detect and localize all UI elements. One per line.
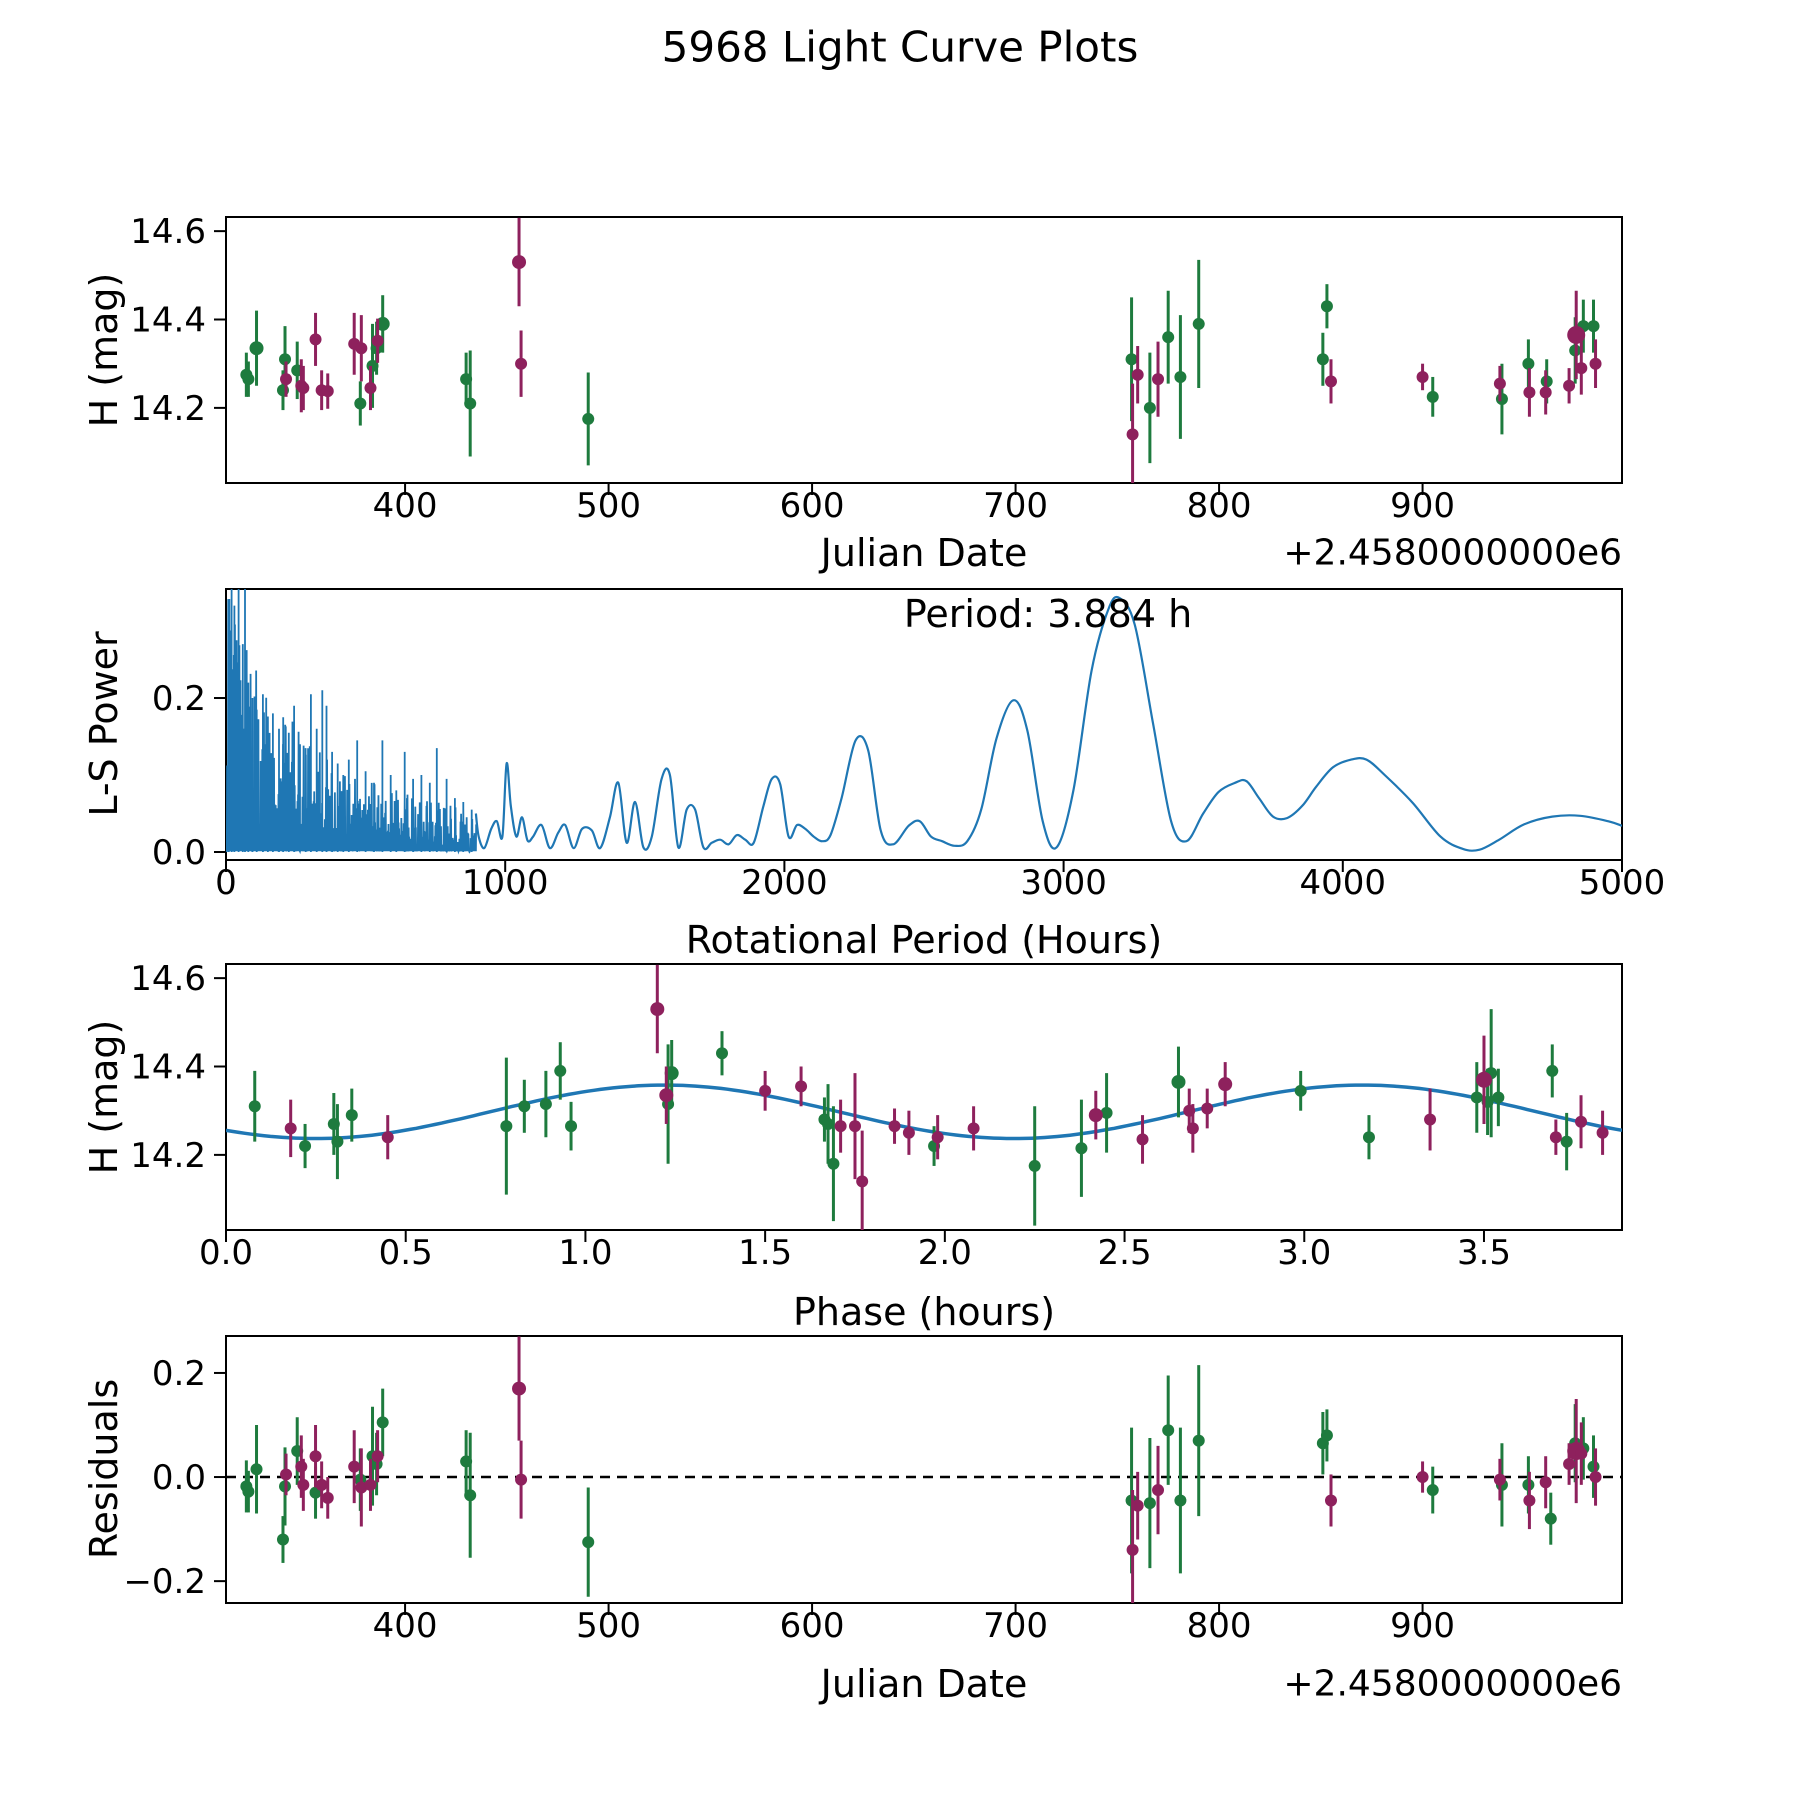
data-point: [1563, 380, 1575, 392]
data-point: [1183, 1105, 1195, 1117]
data-point: [856, 1175, 868, 1187]
data-point: [1494, 1474, 1506, 1486]
axes-frame-phase_folded: [226, 964, 1622, 1230]
data-point: [822, 1118, 834, 1130]
x-tick-label: 5000: [1578, 863, 1666, 903]
y-tick-label: −0.2: [123, 1562, 206, 1603]
data-point: [932, 1131, 944, 1143]
x-tick-label: 700: [983, 486, 1049, 526]
data-point: [1427, 1484, 1439, 1496]
data-point: [1152, 1484, 1164, 1496]
y-tick-label: 14.4: [130, 300, 206, 341]
periodogram-noise: [227, 579, 476, 852]
x-tick-label: 3000: [1020, 863, 1107, 903]
data-point: [322, 385, 334, 397]
x-tick-label: 500: [576, 1606, 642, 1646]
y-tick-label: 0.2: [151, 679, 206, 720]
x-tick-label: 600: [779, 1606, 845, 1646]
series-dataset-green: [249, 1009, 1573, 1226]
phase-layer: [226, 1085, 1622, 1138]
data-point: [968, 1122, 980, 1134]
data-point: [377, 1416, 389, 1428]
data-point: [1201, 1102, 1213, 1114]
data-point: [515, 1474, 527, 1486]
data-point: [1162, 1424, 1174, 1436]
data-point: [1075, 1142, 1087, 1154]
data-point: [716, 1047, 728, 1059]
data-point: [1575, 362, 1587, 374]
series-dataset-green: [240, 260, 1599, 465]
y-tick-label: 14.4: [130, 1047, 206, 1088]
data-point: [512, 255, 526, 269]
data-point: [1029, 1160, 1041, 1172]
x-tick-label: 400: [372, 486, 438, 526]
data-point: [1144, 1497, 1156, 1509]
data-point: [310, 1450, 322, 1462]
y-tick-label: 0.2: [151, 1353, 206, 1394]
lightcurve-x-axis-label: Julian Date: [820, 531, 1028, 575]
data-point: [1494, 378, 1506, 390]
data-point: [1496, 393, 1508, 405]
data-point: [372, 335, 384, 347]
data-point: [515, 358, 527, 370]
x-tick-label: 800: [1186, 486, 1252, 526]
x-tick-label: 1000: [461, 863, 549, 903]
data-point: [1550, 1131, 1562, 1143]
data-point: [1427, 391, 1439, 403]
data-point: [1523, 1494, 1535, 1506]
data-point: [1588, 1461, 1600, 1473]
data-point: [242, 1486, 254, 1498]
data-point: [1575, 1448, 1587, 1460]
data-point: [1417, 371, 1429, 383]
x-tick-label: 900: [1390, 486, 1456, 526]
data-point: [1540, 386, 1552, 398]
data-point: [464, 1489, 476, 1501]
x-tick-label: 1.0: [558, 1233, 613, 1273]
data-point: [1218, 1077, 1232, 1091]
data-point: [1575, 1116, 1587, 1128]
x-tick-label: 0: [215, 863, 237, 903]
data-point: [1089, 1108, 1103, 1122]
lightcurve-x-axis-offset: +2.4580000000e6: [1283, 532, 1622, 574]
data-point: [1363, 1131, 1375, 1143]
data-point: [280, 1468, 292, 1480]
data-point: [1144, 402, 1156, 414]
x-tick-label: 2.0: [917, 1233, 972, 1273]
series-dataset-green: [240, 1365, 1599, 1597]
x-tick-label: 800: [1186, 1606, 1252, 1646]
data-point: [242, 373, 254, 385]
data-point: [364, 1479, 376, 1491]
data-point: [1590, 358, 1602, 370]
x-tick-label: 0.0: [198, 1233, 254, 1273]
data-point: [1417, 1471, 1429, 1483]
phase-x-axis-label: Phase (hours): [792, 1290, 1056, 1334]
axes-frame-light_curve: [226, 217, 1622, 483]
scatter-layer-residuals: [240, 1337, 1601, 1610]
sinusoid-fit-curve: [226, 1085, 1622, 1138]
data-point: [1127, 1544, 1139, 1556]
scatter-layer-light_curve: [240, 218, 1601, 485]
data-point: [364, 382, 376, 394]
data-point: [835, 1120, 847, 1132]
residuals-x-axis-offset: +2.4580000000e6: [1283, 1663, 1622, 1705]
data-point: [328, 1118, 340, 1130]
data-point: [1193, 1435, 1205, 1447]
data-point: [1523, 386, 1535, 398]
x-tick-label: 400: [372, 1606, 438, 1646]
data-point: [540, 1098, 552, 1110]
data-point: [1132, 1500, 1144, 1512]
periodogram-y-axis-label: L-S Power: [82, 631, 126, 817]
data-point: [382, 1131, 394, 1143]
data-point: [297, 1479, 309, 1491]
data-point: [1546, 1065, 1558, 1077]
axes-frame-residuals: [226, 1336, 1622, 1603]
x-tick-label: 4000: [1299, 863, 1387, 903]
scatter-layer-phase_folded: [249, 965, 1609, 1232]
y-tick-label: 14.6: [130, 212, 206, 253]
x-tick-label: 3.0: [1277, 1233, 1332, 1273]
data-point: [1174, 1494, 1186, 1506]
y-tick-label: 0.0: [151, 1458, 206, 1499]
phase-y-axis-label: H (mag): [82, 1019, 126, 1175]
data-point: [512, 1382, 526, 1396]
data-point: [1187, 1122, 1199, 1134]
y-tick-label: 0.0: [151, 832, 206, 873]
data-point: [582, 413, 594, 425]
data-point: [460, 373, 472, 385]
data-point: [1471, 1091, 1483, 1103]
data-point: [297, 382, 309, 394]
data-point: [316, 1479, 328, 1491]
data-point: [1476, 1072, 1492, 1088]
period-annotation: Period: 3.884 h: [903, 592, 1193, 636]
residuals-x-axis-label: Julian Date: [820, 1662, 1028, 1706]
data-point: [372, 1450, 384, 1462]
x-tick-label: 2000: [741, 863, 828, 903]
y-tick-label: 14.6: [130, 959, 206, 1000]
data-point: [251, 1463, 263, 1475]
data-point: [354, 397, 366, 409]
data-point: [903, 1127, 915, 1139]
data-point: [1162, 331, 1174, 343]
periodogram-x-axis-label: Rotational Period (Hours): [685, 918, 1163, 962]
series-dataset-purple: [280, 1337, 1602, 1610]
data-point: [500, 1120, 512, 1132]
data-point: [1152, 373, 1164, 385]
data-point: [277, 1534, 289, 1546]
series-dataset-purple: [280, 218, 1602, 485]
data-point: [518, 1100, 530, 1112]
x-tick-label: 900: [1390, 1606, 1456, 1646]
data-point: [1137, 1133, 1149, 1145]
x-tick-label: 500: [576, 486, 642, 526]
data-point: [1540, 1476, 1552, 1488]
data-point: [1321, 300, 1333, 312]
data-point: [1588, 320, 1600, 332]
data-point: [1567, 326, 1585, 344]
data-point: [460, 1455, 472, 1467]
data-point: [795, 1080, 807, 1092]
data-point: [554, 1065, 566, 1077]
x-tick-label: 600: [779, 486, 845, 526]
data-point: [1127, 428, 1139, 440]
data-point: [1325, 1494, 1337, 1506]
y-tick-label: 14.2: [130, 1135, 206, 1176]
data-point: [1590, 1471, 1602, 1483]
data-point: [565, 1120, 577, 1132]
data-point: [849, 1120, 861, 1132]
data-point: [285, 1122, 297, 1134]
data-point: [1132, 369, 1144, 381]
data-point: [1325, 375, 1337, 387]
data-point: [250, 341, 264, 355]
data-point: [322, 1492, 334, 1504]
data-point: [1545, 1513, 1557, 1525]
data-point: [346, 1109, 358, 1121]
data-point: [659, 1088, 673, 1102]
data-point: [1522, 358, 1534, 370]
data-point: [1563, 1458, 1575, 1470]
x-tick-label: 2.5: [1097, 1233, 1152, 1273]
figure-title: 5968 Light Curve Plots: [661, 22, 1139, 72]
data-point: [1171, 1075, 1185, 1089]
data-point: [1174, 371, 1186, 383]
data-point: [280, 373, 292, 385]
data-point: [1424, 1114, 1436, 1126]
data-point: [759, 1085, 771, 1097]
data-point: [1193, 318, 1205, 330]
x-tick-label: 700: [983, 1606, 1049, 1646]
data-point: [1317, 353, 1329, 365]
data-point: [295, 1461, 307, 1473]
x-tick-label: 0.5: [378, 1233, 433, 1273]
residuals-y-axis-label: Residuals: [82, 1378, 126, 1560]
x-tick-label: 3.5: [1456, 1233, 1512, 1273]
lightcurve-y-axis-label: H (mag): [82, 272, 126, 428]
data-point: [1295, 1085, 1307, 1097]
data-point: [355, 342, 367, 354]
data-point: [249, 1100, 261, 1112]
y-tick-label: 14.2: [130, 388, 206, 429]
series-dataset-purple: [285, 965, 1609, 1232]
data-point: [827, 1158, 839, 1170]
data-point: [1597, 1127, 1609, 1139]
data-point: [299, 1140, 311, 1152]
data-point: [1321, 1429, 1333, 1441]
data-point: [582, 1536, 594, 1548]
data-point: [348, 1461, 360, 1473]
data-point: [889, 1120, 901, 1132]
x-tick-label: 1.5: [738, 1233, 793, 1273]
data-point: [1492, 1091, 1504, 1103]
data-point: [310, 333, 322, 345]
data-point: [650, 1002, 664, 1016]
data-point: [1126, 353, 1138, 365]
data-point: [1561, 1136, 1573, 1148]
data-point: [464, 397, 476, 409]
data-point: [331, 1136, 343, 1148]
